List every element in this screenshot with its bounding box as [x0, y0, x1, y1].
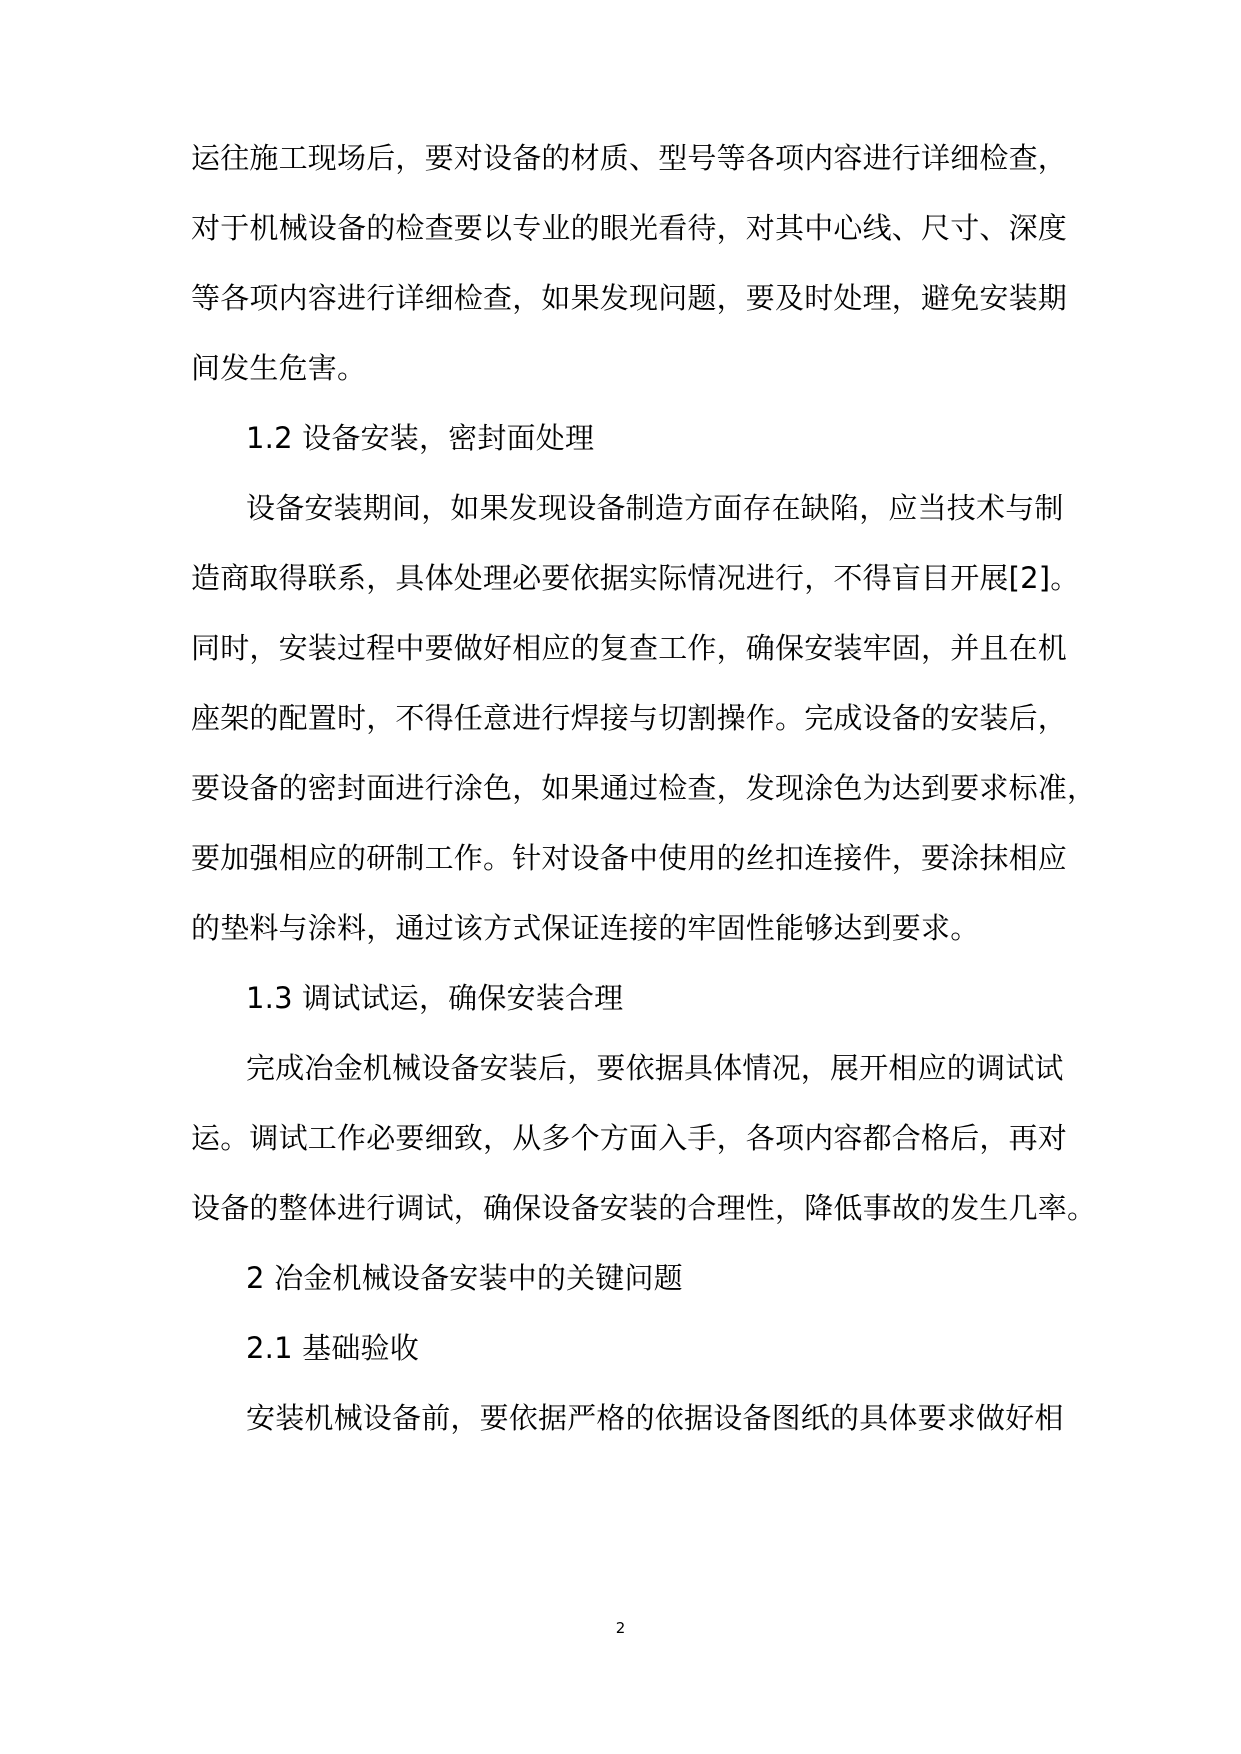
- paragraph-line: 要设备的密封面进行涂色，如果通过检查，发现涂色为达到要求标准，: [191, 771, 1097, 805]
- paragraph-line: 同时，安装过程中要做好相应的复查工作，确保安装牢固，并且在机: [191, 631, 1068, 665]
- paragraph-line: 等各项内容进行详细检查，如果发现问题，要及时处理，避免安装期: [191, 281, 1068, 315]
- paragraph-line: 安装机械设备前，要依据严格的依据设备图纸的具体要求做好相: [246, 1401, 1064, 1435]
- section-heading-2: 2 冶金机械设备安装中的关键问题: [246, 1261, 683, 1295]
- paragraph-line: 对于机械设备的检查要以专业的眼光看待，对其中心线、尺寸、深度: [191, 211, 1068, 245]
- paragraph-line: 运往施工现场后，要对设备的材质、型号等各项内容进行详细检查，: [191, 141, 1068, 175]
- paragraph-line: 要加强相应的研制工作。针对设备中使用的丝扣连接件，要涂抹相应: [191, 841, 1068, 875]
- section-heading-1-2: 1.2 设备安装，密封面处理: [246, 421, 595, 455]
- paragraph-line: 造商取得联系，具体处理必要依据实际情况进行，不得盲目开展[2]。: [191, 561, 1080, 595]
- paragraph-line: 间发生危害。: [191, 351, 367, 385]
- section-heading-2-1: 2.1 基础验收: [246, 1331, 419, 1365]
- paragraph-line: 完成冶金机械设备安装后，要依据具体情况，展开相应的调试试: [246, 1051, 1064, 1085]
- section-heading-1-3: 1.3 调试试运，确保安装合理: [246, 981, 624, 1015]
- paragraph-line: 座架的配置时，不得任意进行焊接与切割操作。完成设备的安装后，: [191, 701, 1068, 735]
- paragraph-line: 的垫料与涂料，通过该方式保证连接的牢固性能够达到要求。: [191, 911, 980, 945]
- paragraph-line: 设备的整体进行调试，确保设备安装的合理性，降低事故的发生几率。: [191, 1191, 1097, 1225]
- paragraph-line: 运。调试工作必要细致，从多个方面入手，各项内容都合格后，再对: [191, 1121, 1068, 1155]
- paragraph-line: 设备安装期间，如果发现设备制造方面存在缺陷，应当技术与制: [246, 491, 1064, 525]
- page-number: 2: [615, 1619, 626, 1637]
